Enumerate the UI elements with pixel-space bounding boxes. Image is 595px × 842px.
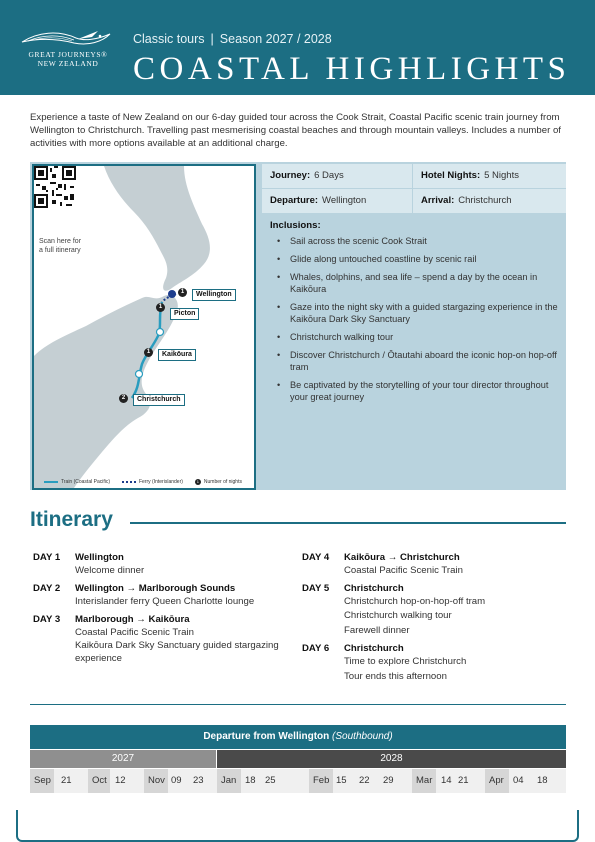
month-label: Feb: [309, 769, 333, 793]
month-label: Apr: [485, 769, 509, 793]
departure-date: 18: [245, 775, 256, 786]
itinerary-heading: Itinerary: [30, 508, 113, 531]
day-number: DAY 6: [302, 643, 330, 654]
day-title: Marlborough → Kaikōura: [75, 614, 190, 625]
departure-date: 22: [359, 775, 370, 786]
day-title: Christchurch: [344, 643, 404, 654]
scan-note-line-2: a full itinerary: [39, 247, 81, 254]
itinerary-divider: [130, 522, 566, 524]
scan-note: [39, 237, 81, 255]
day-title: Wellington: [75, 552, 124, 563]
brand-line-2: NEW ZEALAND: [37, 59, 99, 68]
inclusions-list: [270, 235, 558, 403]
legend-ferry: Ferry (Interislander): [139, 479, 183, 485]
place-label-christchurch: Christchurch: [133, 394, 185, 406]
departure-date: 04: [513, 775, 524, 786]
nights-legend-badge: 1: [196, 479, 200, 484]
year-2027-header: 2027: [30, 750, 216, 768]
day-title: Wellington → Marlborough Sounds: [75, 583, 236, 594]
nights-badge-kaikoura: 1: [144, 348, 153, 357]
qr-code-icon: [34, 166, 76, 208]
ferry-legend-swatch: [122, 481, 136, 483]
day-detail: Time to explore Christchurch: [344, 655, 467, 667]
day-number: DAY 5: [302, 583, 330, 594]
inclusion-item: • Whales, dolphins, and sea life – spend a day by the ocean in Kaikōura: [270, 271, 558, 295]
page-frame: [16, 810, 579, 842]
nights-badge-wellington: 1: [178, 288, 187, 297]
page-title: COASTAL HIGHLIGHTS: [133, 51, 571, 87]
day-detail: Kaikōura Dark Sky Sanctuary guided stargazing experience: [75, 640, 279, 664]
brand-logo: [14, 28, 122, 84]
fact-departure-label: Departure:: [270, 195, 319, 206]
departures-title: Departure from Wellington: [203, 731, 330, 742]
departure-date: 29: [383, 775, 394, 786]
day-title: Christchurch: [344, 583, 404, 594]
day-title: Kaikōura → Christchurch: [344, 552, 460, 563]
inclusion-item: • Discover Christchurch / Ōtautahi aboard the iconic hop-on hop-off tram: [270, 349, 558, 373]
map-legend: [44, 479, 242, 485]
legend-nights: Number of nights: [203, 479, 242, 485]
departure-date: 14: [441, 775, 452, 786]
departure-date: 12: [115, 775, 126, 786]
legend-train: Train (Coastal Pacific): [61, 479, 110, 485]
inclusions-box: [262, 214, 566, 490]
bird-logo-icon: [18, 28, 118, 50]
route-map-graphic: [34, 166, 254, 488]
nights-badge-picton: 1: [156, 303, 165, 312]
departures-direction: (Southbound): [332, 731, 393, 742]
day-number: DAY 3: [33, 614, 61, 625]
day-detail: Christchurch walking tour: [344, 610, 452, 621]
nights-badge-christchurch: 2: [119, 394, 128, 403]
day-detail: Welcome dinner: [75, 564, 145, 576]
fact-hotel-nights: [413, 164, 566, 188]
departure-date: 25: [265, 775, 276, 786]
fact-departure: [262, 189, 412, 213]
day-detail: Christchurch hop-on-hop-off tram: [344, 595, 486, 607]
route-map: [32, 164, 256, 490]
subtitle-season: Season 2027 / 2028: [219, 32, 332, 46]
fact-journey: [262, 164, 412, 188]
inclusion-item: • Christchurch walking tour: [270, 331, 558, 343]
header-subtitle: [133, 32, 332, 46]
place-label-kaikoura: Kaikōura: [158, 349, 196, 361]
fact-journey-label: Journey:: [270, 170, 311, 181]
header-banner: [0, 0, 595, 95]
departure-date: 15: [336, 775, 347, 786]
subtitle-separator: |: [210, 32, 214, 46]
day-detail: Coastal Pacific Scenic Train: [344, 564, 463, 576]
departures-heading: [30, 725, 566, 749]
train-legend-swatch: [44, 481, 58, 483]
ferry-marker-icon: [168, 290, 176, 298]
departure-date: 18: [537, 775, 548, 786]
place-label-wellington: Wellington: [192, 289, 236, 301]
departure-date: 21: [61, 775, 72, 786]
intro-paragraph: Experience a taste of New Zealand on our 6-day guided tour across the Cook Strait, Coastal Pacific scenic train journey from Wellington to Christchurch. Travelling past mesmerising coastal beaches and through mountain valleys. Includes a number of activities with more options available at an additional charge.: [30, 112, 561, 149]
day-number: DAY 2: [33, 583, 61, 594]
departure-date: 21: [458, 775, 469, 786]
departures-divider: [30, 704, 566, 705]
inclusion-item: • Be captivated by the storytelling of your tour director throughout your great journey: [270, 379, 558, 403]
train-marker-icon: [157, 329, 164, 336]
day-detail: Tour ends this afternoon: [344, 671, 447, 682]
month-label: Nov: [144, 769, 168, 793]
place-label-picton: Picton: [170, 308, 199, 320]
year-2028-header: 2028: [217, 750, 566, 768]
subtitle-category: Classic tours: [133, 32, 205, 46]
departure-dates-row: [30, 769, 566, 793]
month-label: Sep: [30, 769, 54, 793]
tour-facts: [262, 164, 566, 214]
month-label: Oct: [88, 769, 110, 793]
fact-hotel-nights-value: 5 Nights: [484, 170, 519, 181]
fact-hotel-nights-label: Hotel Nights:: [421, 170, 481, 181]
fact-arrival-value: Christchurch: [458, 195, 512, 206]
day-detail: Farewell dinner: [344, 624, 410, 636]
train-marker-icon: [136, 371, 143, 378]
inclusion-item: • Glide along untouched coastline by scenic rail: [270, 253, 558, 265]
fact-journey-value: 6 Days: [314, 170, 344, 181]
day-detail: Coastal Pacific Scenic Train: [75, 626, 194, 638]
inclusion-item: • Sail across the scenic Cook Strait: [270, 235, 558, 247]
day-number: DAY 4: [302, 552, 330, 563]
inclusions-heading: Inclusions:: [270, 220, 321, 231]
day-number: DAY 1: [33, 552, 61, 563]
departure-date: 09: [171, 775, 182, 786]
inclusion-item: • Gaze into the night sky with a guided stargazing experience in the Kaikōura Dark Sky Sanctuary: [270, 301, 558, 325]
brand-line-1: GREAT JOURNEYS®: [28, 50, 108, 59]
month-label: Jan: [217, 769, 241, 793]
fact-arrival-label: Arrival:: [421, 195, 455, 206]
fact-departure-value: Wellington: [322, 195, 367, 206]
departure-date: 23: [193, 775, 204, 786]
day-detail: Interislander ferry Queen Charlotte lounge: [75, 595, 255, 607]
fact-arrival: [413, 189, 566, 213]
month-label: Mar: [412, 769, 436, 793]
scan-note-line-1: Scan here for: [39, 238, 82, 245]
